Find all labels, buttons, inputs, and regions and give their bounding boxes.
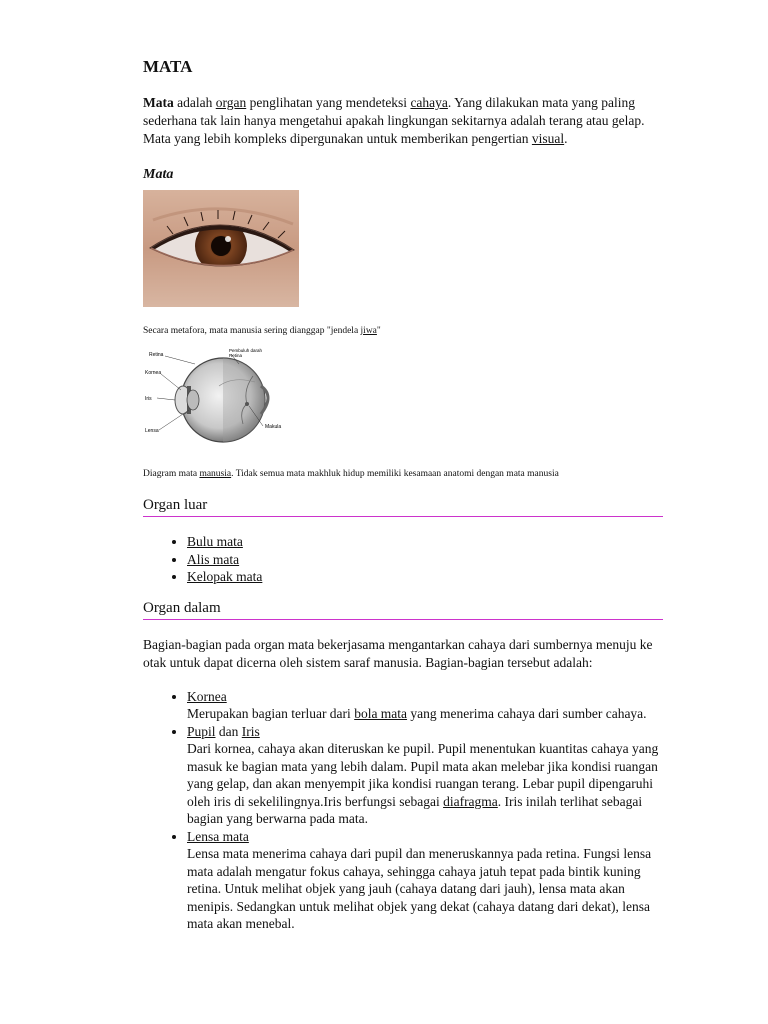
intro-text: adalah (173, 95, 216, 110)
diagram-label-makula: Makula (265, 424, 282, 430)
kornea-description (187, 705, 663, 723)
image-caption-title: Mata (143, 167, 174, 182)
desc-text: dan (215, 723, 242, 739)
lensa-description: Lensa mata menerima cahaya dari pupil dan meneruskannya pada retina. Fungsi lensa mata adalah mengatur fokus cahaya, sehingga cahaya jatuh tepat pada bintik kuning retina. Untuk melihat objek yang jauh (cahaya datang dari jauh), lensa mata akan menipis. Sedangkan untuk melihat objek yang dekat (cahaya datang dari dekat), lensa mata akan menebal. (187, 846, 652, 931)
organ-dalam-intro: Bagian-bagian pada organ mata bekerjasama mengantarkan cahaya dari sumbernya menuju ke otak untuk dapat dicerna oleh sistem saraf manusia. Bagian-bagian tersebut adalah: (143, 636, 653, 670)
caption-text: Diagram mata (143, 469, 200, 479)
link-organ[interactable]: organ (215, 95, 247, 110)
link-kornea[interactable]: Kornea (187, 688, 227, 704)
link-bola-mata[interactable]: bola mata (354, 706, 408, 721)
link-pupil[interactable]: Pupil (187, 723, 216, 739)
caption-text: Secara metafora, mata manusia sering dianggap "jendela (143, 326, 361, 336)
intro-text: . (564, 131, 568, 146)
link-bulu-mata[interactable]: Bulu mata (187, 534, 243, 549)
link-visual[interactable]: visual (531, 131, 565, 146)
diagram-label-pembuluh: Pembuluh darah (229, 348, 263, 353)
desc-text: Dari kornea, cahaya akan diteruskan ke pupil. Pupil menentukan kuantitas cahaya yang masuk ke bagian mata yang lebih dalam. Pupil mata akan melebar jika kondisi ruangan yang gelap, dan akan menyempit jika kondisi ruangan terang. Lebar pupil dipengaruhi oleh iris di sekelilingnya.Iris berfungsi sebagai (187, 741, 659, 809)
page-title: MATA (143, 57, 193, 76)
diagram-label-iris: Iris (145, 396, 152, 402)
organ-luar-list (143, 533, 663, 586)
list-item (187, 723, 663, 828)
pupil-description (187, 740, 663, 828)
image-caption-1 (143, 325, 663, 338)
heading-organ-dalam: Organ dalam (143, 598, 663, 620)
eye-photo (143, 190, 299, 307)
organ-dalam-list (143, 688, 663, 933)
link-kelopak-mata[interactable]: Kelopak mata (187, 569, 263, 584)
diagram-label-lensa: Lensa (145, 428, 159, 434)
list-item (187, 568, 663, 586)
link-jiwa[interactable]: jiwa (360, 326, 377, 336)
desc-text: Merupakan bagian terluar dari (187, 706, 355, 721)
diagram-label-retina-2: Retina (229, 353, 243, 358)
link-manusia[interactable]: manusia (199, 469, 232, 479)
link-diafragma[interactable]: diafragma (443, 793, 498, 809)
article (143, 56, 663, 933)
intro-paragraph (143, 94, 663, 148)
intro-term: Mata (143, 95, 174, 110)
list-item (187, 828, 663, 933)
caption-text: . Tidak semua mata makhluk hidup memiliki kesamaan anatomi dengan mata manusia (231, 469, 559, 479)
list-item (187, 551, 663, 569)
intro-text: . Yang dilakukan mata yang paling sederhana tak lain hanya mengetahui apakah lingkungan sekitarnya adalah terang atau gelap. Mata yang lebih kompleks dipergunakan untuk memberikan pengertian (143, 95, 645, 146)
desc-text: . Iris inilah terlihat sebagai bagian yang berwarna pada mata. (187, 793, 643, 826)
desc-text: yang menerima cahaya dari sumber cahaya. (407, 706, 647, 721)
caption-text: " (376, 326, 381, 336)
link-alis-mata[interactable]: Alis mata (187, 551, 240, 567)
list-item (187, 688, 663, 723)
diagram-label-kornea: Kornea (145, 370, 162, 376)
link-cahaya[interactable]: cahaya (410, 95, 448, 110)
heading-organ-luar: Organ luar (143, 495, 663, 517)
eye-diagram (143, 346, 303, 454)
diagram-caption (143, 468, 663, 481)
link-iris[interactable]: Iris (241, 723, 260, 739)
link-lensa-mata[interactable]: Lensa mata (187, 828, 249, 844)
diagram-label-retina: Retina (149, 352, 164, 358)
list-item (187, 533, 663, 551)
intro-text: penglihatan yang mendeteksi (246, 95, 411, 110)
